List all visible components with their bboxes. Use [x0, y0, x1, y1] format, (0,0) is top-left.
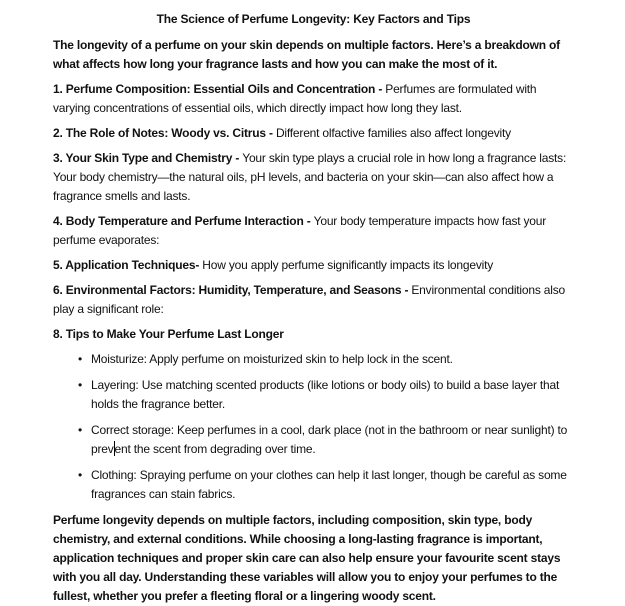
conclusion-paragraph[interactable]: Perfume longevity depends on multiple factors, including composition, skin type, body chemistry, and external conditions. While choosing a long-lasting fragrance is important, application techniques and proper skin care can also help ensure your favourite scent stays with you all day. Understanding these variables will allow you to enjoy your perfumes to the fullest, whether you prefer a fleeting floral or a lingering woody scent.: [53, 513, 561, 603]
section-paragraph-3[interactable]: [53, 149, 574, 206]
bullet-icon: •: [78, 468, 83, 482]
section-heading-1: 1. Perfume Composition: Essential Oils and Concentration -: [53, 82, 386, 96]
intro-paragraph[interactable]: The longevity of a perfume on your skin depends on multiple factors. Here’s a breakdown of what affects how long your fragrance lasts and how you can make the most of it.: [53, 38, 560, 71]
section-heading-4: 4. Body Temperature and Perfume Interaction -: [53, 214, 314, 228]
section-paragraph-4[interactable]: [53, 212, 574, 250]
tips-list: [53, 350, 574, 504]
section-heading-6: 6. Environmental Factors: Humidity, Temperature, and Seasons -: [53, 283, 412, 297]
bullet-icon: •: [78, 378, 83, 392]
section-paragraph-6[interactable]: [53, 281, 574, 319]
section-heading-5: 5. Application Techniques-: [53, 258, 203, 272]
tip-text: Correct storage: Keep perfumes in a cool, dark place (not in the bathroom or near sunlight) to prev: [91, 423, 568, 456]
tip-text: Layering: Use matching scented products (like lotions or body oils) to build a base layer that holds the fragrance better.: [91, 378, 560, 411]
document-title[interactable]: The Science of Perfume Longevity: Key Factors and Tips: [156, 12, 471, 26]
tip-item-layering[interactable]: [53, 376, 574, 414]
section-body-6: Environmental conditions also play a significant role:: [53, 283, 565, 316]
tips-heading[interactable]: 8. Tips to Make Your Perfume Last Longer: [53, 327, 284, 341]
section-heading-2: 2. The Role of Notes: Woody vs. Citrus -: [53, 126, 276, 140]
section-paragraph-2[interactable]: [53, 124, 574, 143]
tip-item-correct-storage[interactable]: [53, 421, 574, 459]
section-paragraph-5[interactable]: [53, 256, 574, 275]
tip-item-clothing[interactable]: [53, 466, 574, 504]
section-body-1: Perfumes are formulated with varying concentrations of essential oils, which directly impact how long they last.: [53, 82, 537, 115]
section-heading-3: 3. Your Skin Type and Chemistry -: [53, 151, 243, 165]
tip-item-moisturize[interactable]: [53, 350, 574, 369]
tip-text: Moisturize: Apply perfume on moisturized skin to help lock in the scent.: [91, 352, 453, 366]
bullet-icon: •: [78, 352, 83, 366]
tip-text-after: ent the scent from degrading over time.: [114, 442, 316, 456]
tip-text: Clothing: Spraying perfume on your clothes can help it last longer, though be careful as some fragrances can stain fabrics.: [91, 468, 567, 501]
bullet-icon: •: [78, 423, 83, 437]
section-paragraph-1[interactable]: [53, 80, 574, 118]
section-body-2: Different olfactive families also affect longevity: [275, 126, 511, 140]
section-body-3: Your skin type plays a crucial role in how long a fragrance lasts: Your body chemistry—the natural oils, pH levels, and bacteria on your skin—can also affect how a fragrance smells and lasts.: [53, 151, 567, 203]
section-body-4: Your body temperature impacts how fast your perfume evaporates:: [53, 214, 547, 247]
section-body-5: How you apply perfume significantly impacts its longevity: [202, 258, 494, 272]
